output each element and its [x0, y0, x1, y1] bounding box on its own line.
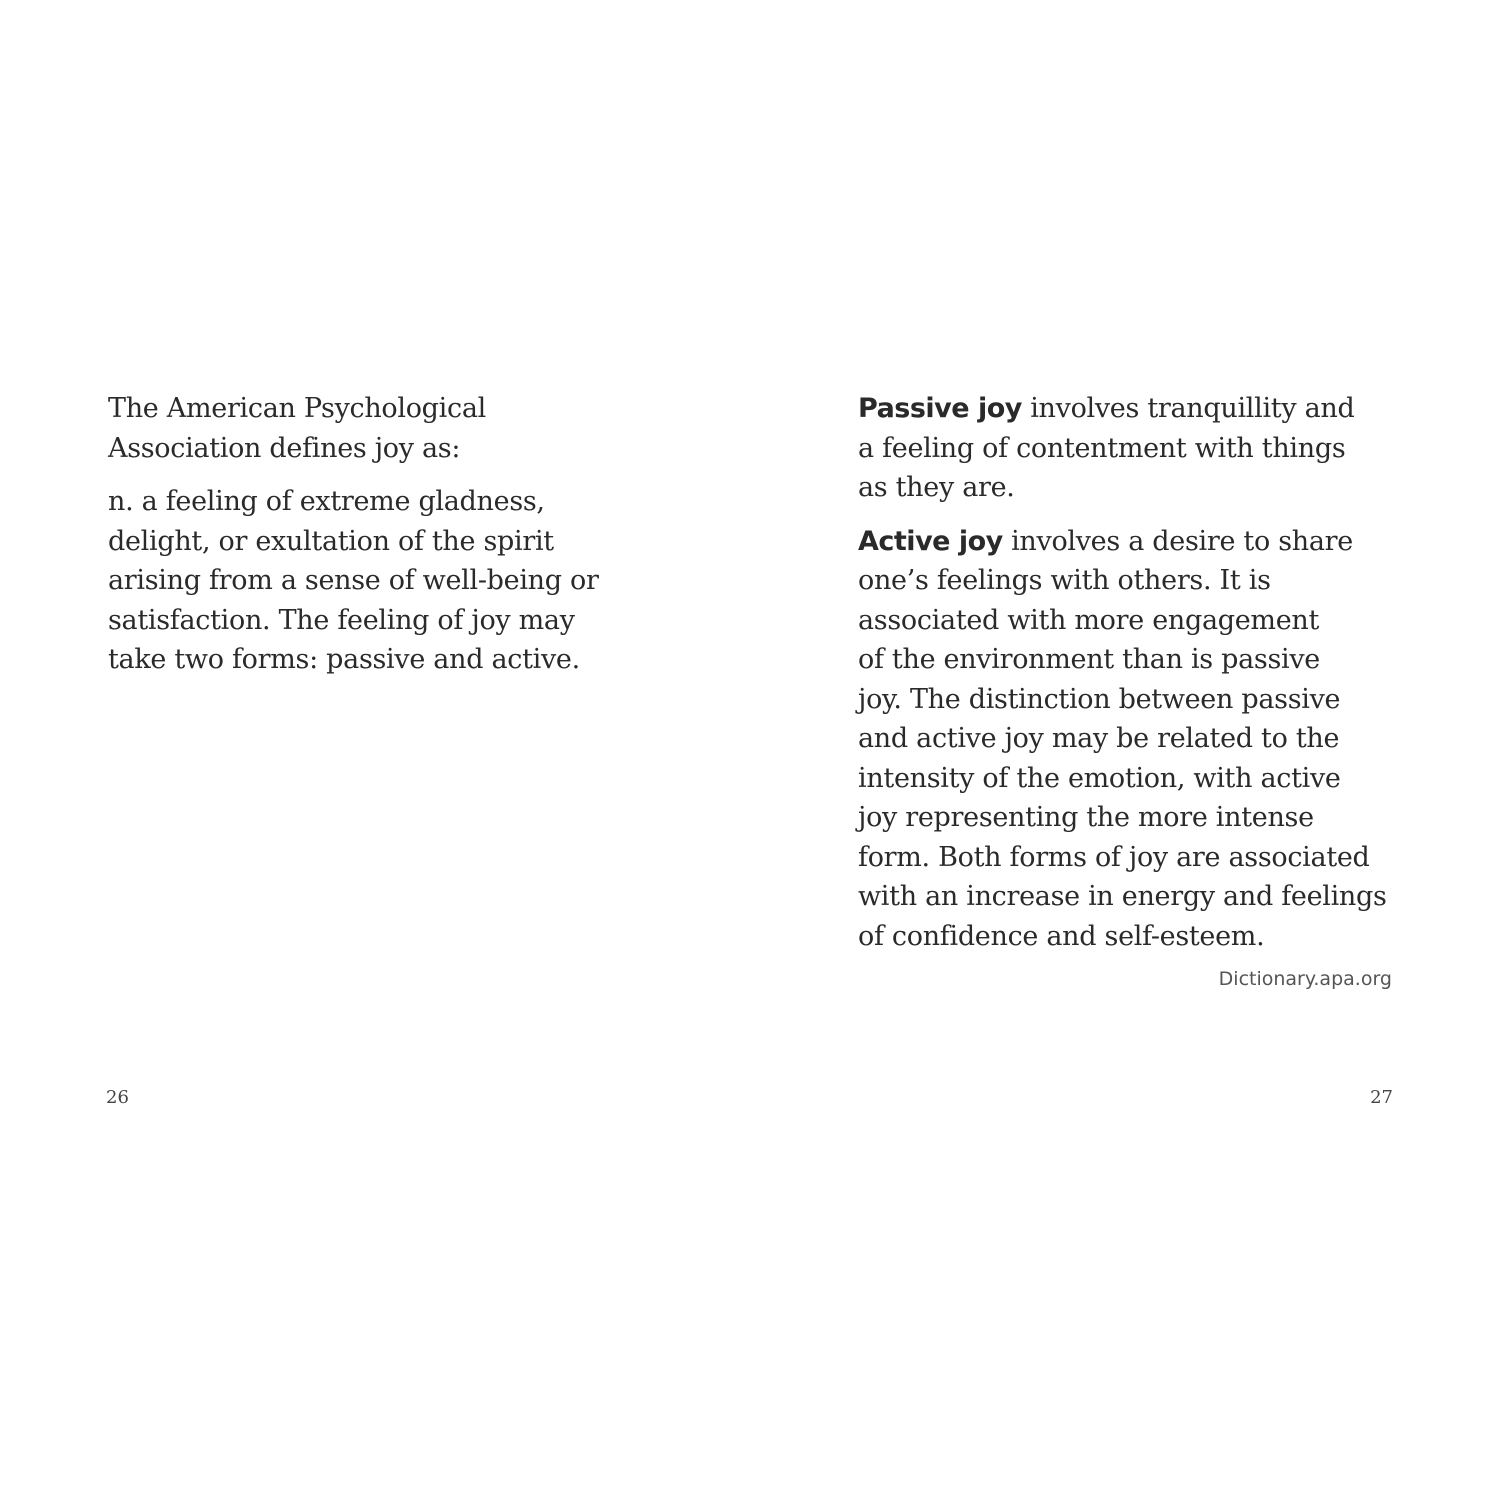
definition-paragraph [108, 482, 628, 680]
definition-line: take two forms: passive and active. [108, 644, 580, 675]
definition-line: n. a feeling of extreme gladness, [108, 486, 545, 517]
page-number-right: 27 [1370, 1087, 1393, 1108]
intro-paragraph [108, 389, 628, 468]
passive-joy-line: a feeling of contentment with things [858, 432, 1346, 464]
active-joy-first-line [858, 522, 1413, 562]
active-joy-line: with an increase in energy and feelings [858, 881, 1387, 912]
active-joy-paragraph [858, 522, 1413, 957]
intro-line: The American Psychological [108, 393, 486, 424]
page-number-left: 26 [106, 1087, 129, 1108]
active-joy-line: one’s feelings with others. It is [858, 565, 1271, 596]
active-joy-line: intensity of the emotion, with active [858, 762, 1341, 794]
active-joy-first-line-text: involves a desire to share [1002, 525, 1353, 557]
passive-joy-first-line [858, 389, 1413, 429]
active-joy-line: joy representing the more intense [858, 802, 1314, 833]
definition-line: delight, or exultation of the spirit [108, 525, 554, 557]
source-citation: Dictionary.apa.org [1218, 968, 1392, 990]
definition-line: arising from a sense of well-being or [108, 565, 599, 596]
active-joy-line: joy. The distinction between passive [858, 683, 1341, 715]
active-joy-line: of confidence and self-esteem. [858, 920, 1265, 952]
passive-joy-line: as they are. [858, 472, 1015, 503]
definition-line: satisfaction. The feeling of joy may [108, 604, 575, 636]
active-joy-line: form. Both forms of joy are associated [858, 841, 1370, 873]
active-joy-term: Active joy [858, 525, 1003, 557]
active-joy-line: and active joy may be related to the [858, 723, 1340, 754]
right-page-text [858, 389, 1413, 956]
passive-joy-first-line-text: involves tranquillity and [1021, 393, 1355, 424]
active-joy-line: of the environment than is passive [858, 644, 1320, 675]
intro-line: Association defines joy as: [108, 432, 461, 464]
passive-joy-paragraph [858, 389, 1413, 508]
passive-joy-term: Passive joy [858, 393, 1022, 424]
left-page-text [108, 389, 628, 680]
right-page [750, 0, 1500, 1500]
active-joy-line: associated with more engagement [858, 604, 1320, 636]
